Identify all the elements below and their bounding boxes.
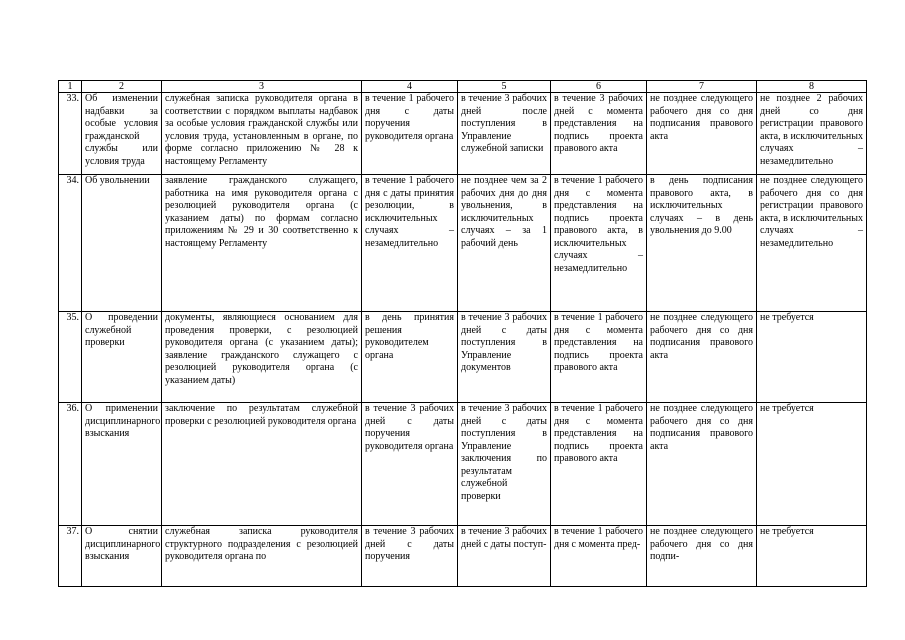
deadline-cell: в течение 1 рабочего дня с момента пред- (551, 526, 647, 587)
column-number: 4 (362, 81, 458, 93)
act-name-cell: О применении дисциплинарного взыскания (82, 403, 162, 526)
basis-cell: заявление гражданского служащего, работника на имя руководителя органа с резолюцией руководителя органа (с указанием даты) по формам согласно приложениям № 29 и 30 соответственно к настоящему Регламенту (162, 175, 362, 312)
deadline-cell: в течение 3 рабочих дней с даты поступления в Управление заключения по результатам служебной проверки (458, 403, 551, 526)
row-number: 37. (59, 526, 82, 587)
column-number: 6 (551, 81, 647, 93)
row-number: 34. (59, 175, 82, 312)
basis-cell: документы, являющиеся основанием для проведения проверки, с резолюцией руководителя органа (с указанием даты); заявление гражданского служащего с резолюцией руководителя органа (с указанием даты) (162, 312, 362, 403)
act-name-cell: Об увольнении (82, 175, 162, 312)
row-number: 35. (59, 312, 82, 403)
deadline-cell: не требуется (757, 526, 867, 587)
table-row (59, 403, 867, 526)
page-cut-off (58, 622, 866, 640)
column-number: 8 (757, 81, 867, 93)
column-number: 2 (82, 81, 162, 93)
column-number: 1 (59, 81, 82, 93)
deadline-cell: в течение 1 рабочего дня с даты принятия резолюции, в исключительных случаях – незамедлительно (362, 175, 458, 312)
deadline-cell: не позднее следующего рабочего дня со дня подписания правового акта (647, 403, 757, 526)
deadline-cell: не позднее следующего рабочего дня со дня подпи- (647, 526, 757, 587)
regulation-table (58, 80, 867, 587)
deadline-cell: не позднее следующего рабочего дня со дня подписания правового акта (647, 93, 757, 175)
column-number: 3 (162, 81, 362, 93)
table-row (59, 526, 867, 587)
basis-cell: заключение по результатам служебной проверки с резолюцией руководителя органа (162, 403, 362, 526)
row-number: 33. (59, 93, 82, 175)
deadline-cell: не позднее следующего рабочего дня со дня регистрации правового акта, в исключительных случаях – незамедлительно (757, 175, 867, 312)
deadline-cell: в день принятия решения руководителем органа (362, 312, 458, 403)
row-number: 36. (59, 403, 82, 526)
table-row (59, 93, 867, 175)
basis-cell: служебная записка руководителя органа в соответствии с порядком выплаты надбавок за особые условия гражданской службы или условия труда, установленным в органе, по форме согласно приложению № 28 к настоящему Регламенту (162, 93, 362, 175)
deadline-cell: не позднее 2 рабочих дней со дня регистрации правового акта, в исключительных случаях – незамедлительно (757, 93, 867, 175)
deadline-cell: в течение 3 рабочих дней с даты поручения руководителя органа (362, 403, 458, 526)
act-name-cell: О снятии дисциплинарного взыскания (82, 526, 162, 587)
deadline-cell: в течение 1 рабочего дня с даты поручения руководителя органа (362, 93, 458, 175)
deadline-cell: в течение 1 рабочего дня с момента представления на подпись проекта правового акта, в исключительных случаях – незамедлительно (551, 175, 647, 312)
deadline-cell: в течение 1 рабочего дня с момента представления на подпись проекта правового акта (551, 312, 647, 403)
table-row (59, 312, 867, 403)
deadline-cell: не требуется (757, 312, 867, 403)
deadline-cell: в течение 3 рабочих дней с даты поручения (362, 526, 458, 587)
deadline-cell: в течение 3 рабочих дней с даты поступ- (458, 526, 551, 587)
deadline-cell: в день подписания правового акта, в исключительных случаях – в день увольнения до 9.00 (647, 175, 757, 312)
column-number: 5 (458, 81, 551, 93)
deadline-cell: не позднее следующего рабочего дня со дня подписания правового акта (647, 312, 757, 403)
deadline-cell: не требуется (757, 403, 867, 526)
deadline-cell: в течение 3 рабочих дней после поступления в Управление служебной записки (458, 93, 551, 175)
deadline-cell: в течение 1 рабочего дня с момента представления на подпись проекта правового акта (551, 403, 647, 526)
deadline-cell: не позднее чем за 2 рабочих дня до дня увольнения, в исключительных случаях – за 1 рабочий день (458, 175, 551, 312)
basis-cell: служебная записка руководителя структурного подразделения с резолюцией руководителя органа по (162, 526, 362, 587)
deadline-cell: в течение 3 рабочих дней с даты поступления в Управление документов (458, 312, 551, 403)
column-number-row (59, 81, 867, 93)
act-name-cell: Об изменении надбавки за особые условия гражданской службы или условия труда (82, 93, 162, 175)
table-row (59, 175, 867, 312)
act-name-cell: О проведении служебной проверки (82, 312, 162, 403)
column-number: 7 (647, 81, 757, 93)
deadline-cell: в течение 3 рабочих дней с момента представления на подпись проекта правового акта (551, 93, 647, 175)
